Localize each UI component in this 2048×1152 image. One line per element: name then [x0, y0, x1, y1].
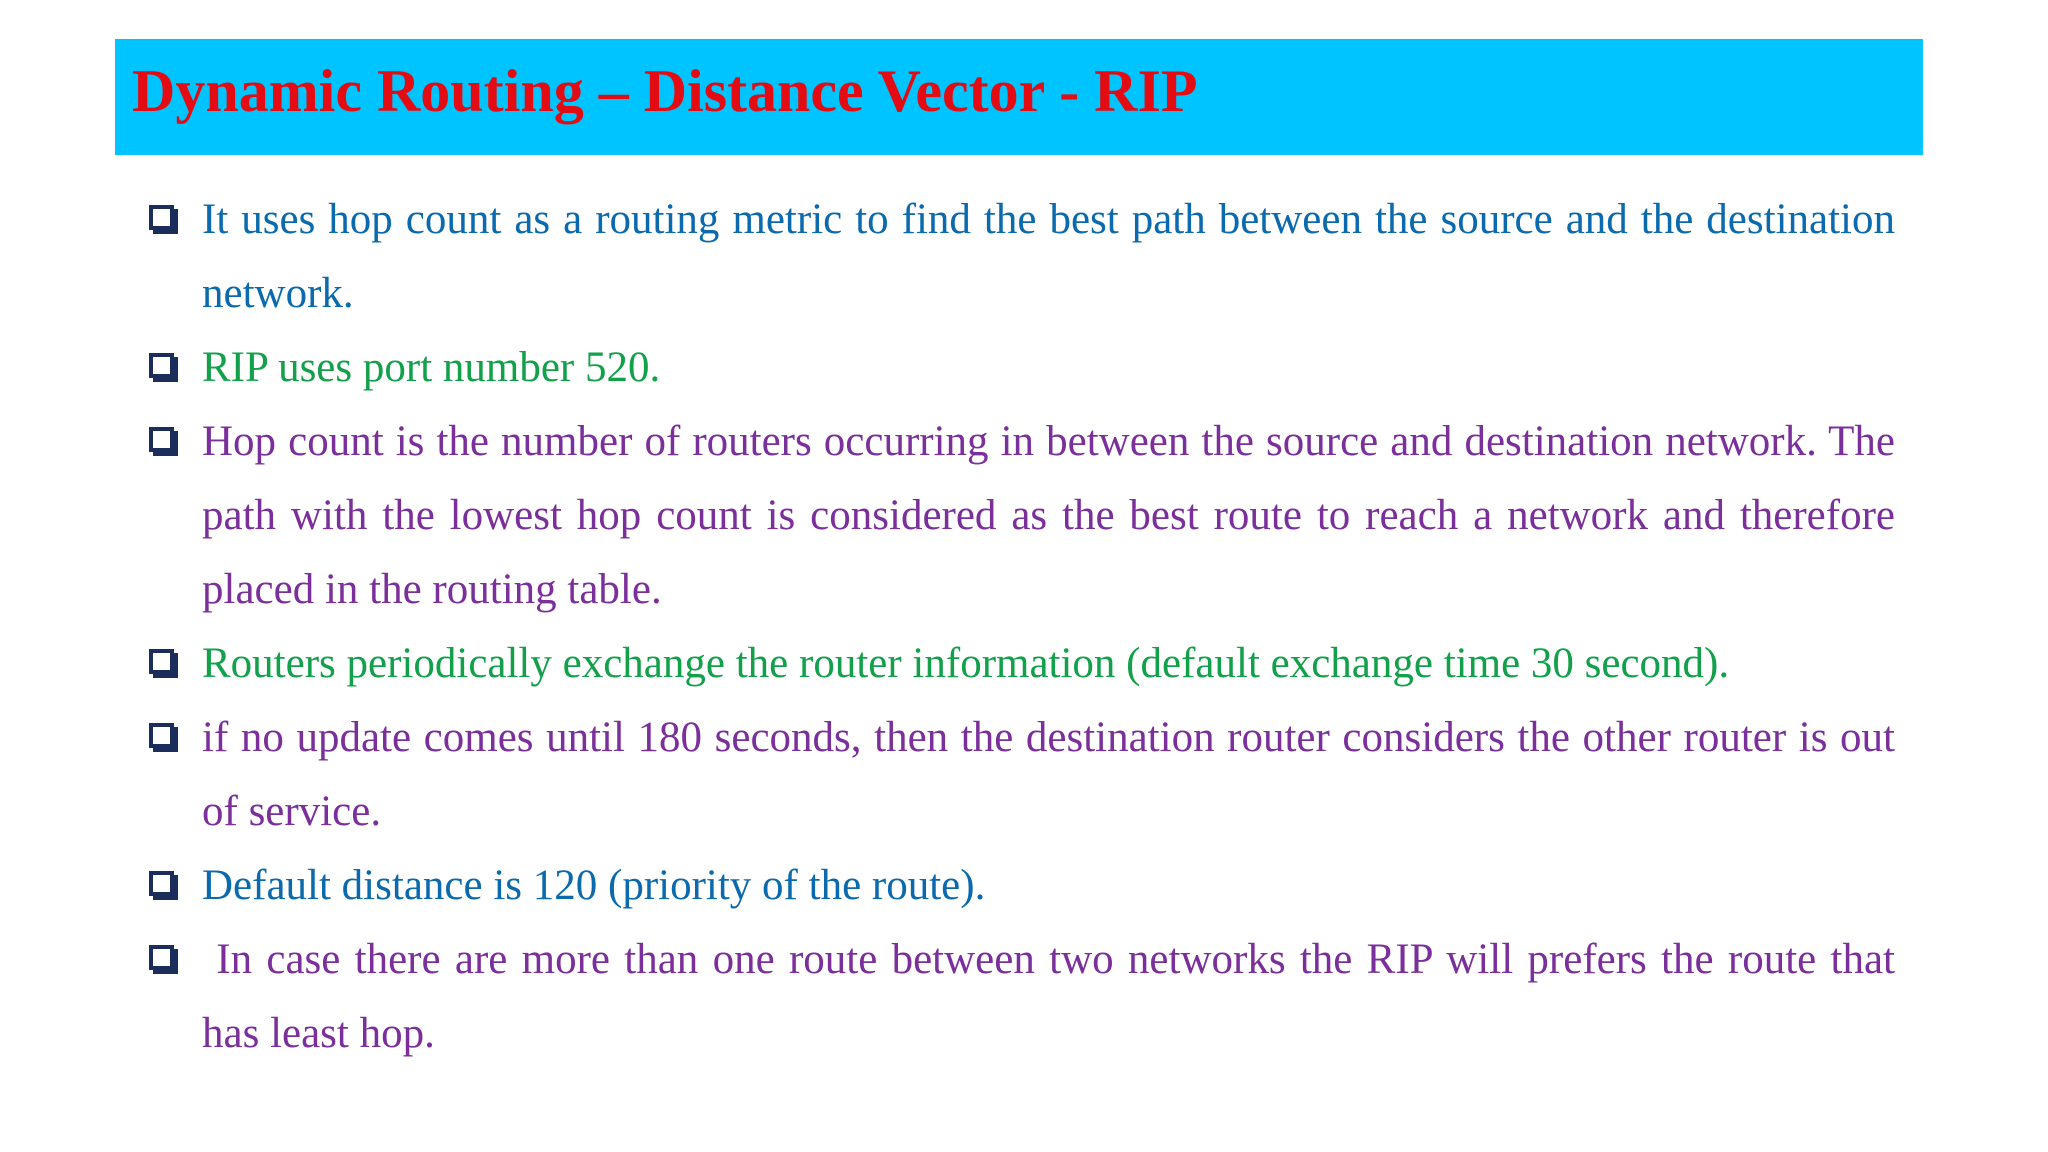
hollow-square-icon [149, 945, 174, 970]
bullet-list [145, 183, 1906, 1071]
bullet-item [145, 627, 1895, 701]
slide-title: Dynamic Routing – Distance Vector - RIP [132, 58, 1198, 124]
hollow-square-icon [149, 427, 174, 452]
bullet-text: RIP uses port number 520. [202, 344, 661, 391]
bullet-text: In case there are more than one route between two networks the RIP will prefers the route that has least hop. [202, 936, 1906, 1057]
bullet-item [145, 331, 1895, 405]
hollow-square-icon [149, 871, 174, 896]
bullet-text: Default distance is 120 (priority of the route). [202, 862, 986, 909]
hollow-square-icon [149, 723, 174, 748]
title-bar [115, 39, 1923, 155]
bullet-item [145, 701, 1895, 849]
hollow-square-icon [149, 205, 174, 230]
bullet-text: Routers periodically exchange the router information (default exchange time 30 second). [202, 640, 1730, 687]
hollow-square-icon [149, 353, 174, 378]
hollow-square-icon [149, 649, 174, 674]
bullet-text: if no update comes until 180 seconds, then the destination router considers the other router is out of service. [202, 714, 1895, 835]
bullet-item [145, 923, 1906, 1071]
bullet-text: Hop count is the number of routers occurring in between the source and destination network. The path with the lowest hop count is considered as the best route to reach a network and therefore placed in the routing table. [202, 418, 1895, 613]
bullet-item [145, 405, 1895, 627]
bullet-item [145, 849, 1895, 923]
bullet-text: It uses hop count as a routing metric to find the best path between the source and the destination network. [202, 196, 1895, 317]
bullet-item [145, 183, 1895, 331]
